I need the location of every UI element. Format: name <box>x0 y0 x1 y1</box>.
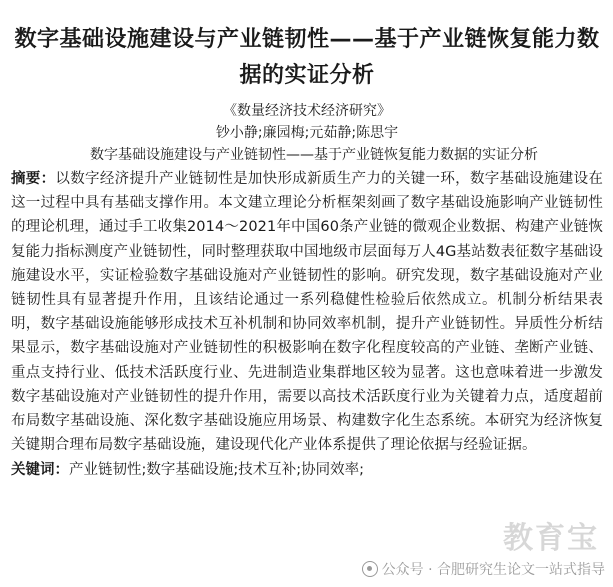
wechat-icon <box>362 561 378 577</box>
abstract <box>11 167 603 457</box>
watermark-text: 公众号 · 合肥研究生论文一站式指导 <box>381 562 605 578</box>
journal-name: 《数量经济技术经济研究》 <box>223 103 391 119</box>
keywords <box>11 458 603 482</box>
page-title: 数字基础设施建设与产业链韧性——基于产业链恢复能力数据的实证分析 <box>14 27 600 88</box>
watermark-badge: 教育宝 <box>503 521 599 556</box>
keywords-label: 关键词： <box>11 462 69 479</box>
watermark-caption <box>362 559 605 579</box>
abstract-label: 摘要： <box>11 171 56 187</box>
subtitle-repeat: 数字基础设施建设与产业链韧性——基于产业链恢复能力数据的实证分析 <box>90 147 538 163</box>
keywords-text: 产业链韧性;数字基础设施;技术互补;协同效率; <box>69 462 365 479</box>
author-list: 钞小静;廉园梅;元茹静;陈思宇 <box>215 125 399 141</box>
abstract-text: 以数字经济提升产业链韧性是加快形成新质生产力的关键一环，数字基础设施建设在这一过程中具有基础支撑作用。本文建立理论分析框架刻画了数字基础设施影响产业链韧性的理论机理，通过手工收集2014～2021年中国60条产业链的微观企业数据、构建产业链恢复能力指标测度产业链韧性，同时整理获取中国地级市层面每万人4G基站数表征数字基础设施建设水平，实证检验数字基础设施对产业链韧性的影响。研究发现，数字基础设施对产业链韧性具有显著提升作用，且该结论通过一系列稳健性检验后依然成立。机制分析结果表明，数字基础设施能够形成技术互补机制和协同效率机制，提升产业链韧性。异质性分析结果显示，数字基础设施对产业链韧性的积极影响在数字化程度较高的产业链、垄断产业链、重点支持行业、低技术活跃度行业、先进制造业集群地区较为显著。这也意味着进一步激发数字基础设施对产业链韧性的提升作用，需要以高技术活跃度行业为关键着力点，适度超前布局数字基础设施、深化数字基础设施应用场景、构建数字化生态系统。本研究为经济恢复关键期合理布局数字基础设施，建设现代化产业体系提供了理论依据与经验证据。 <box>11 171 603 454</box>
